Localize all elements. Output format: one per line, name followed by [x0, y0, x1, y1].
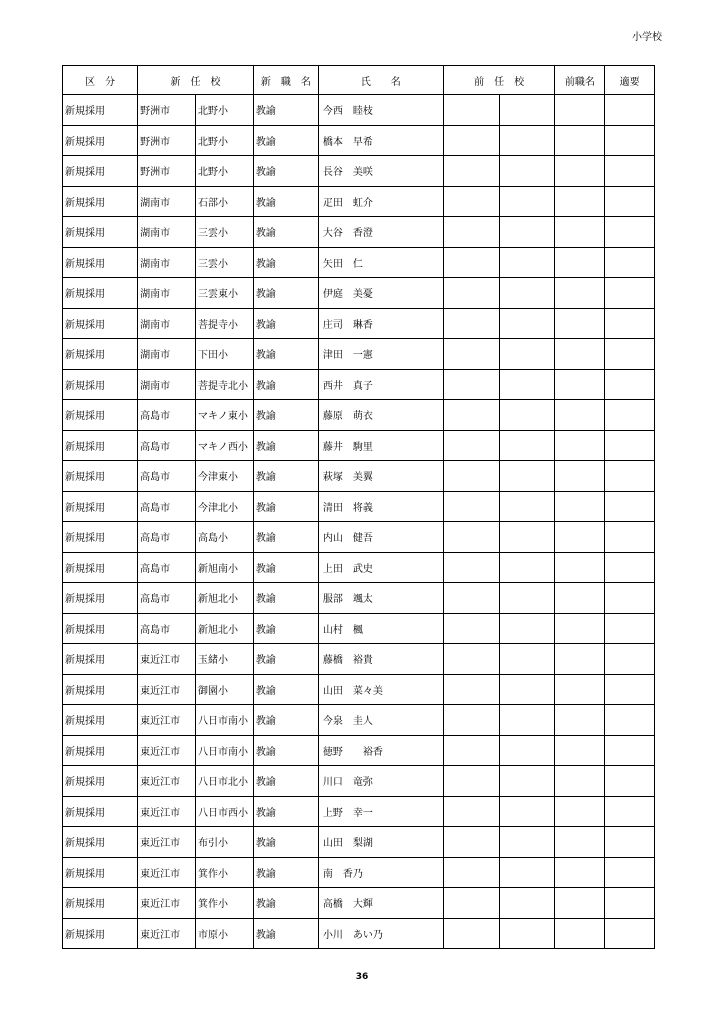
cell-remarks: [605, 308, 655, 339]
cell-school: 菩提寺北小: [196, 369, 254, 400]
cell-previous-city: [443, 278, 499, 309]
table-row: [63, 888, 655, 919]
cell-name: 内山 健吾: [318, 522, 443, 553]
cell-remarks: [605, 217, 655, 248]
cell-school: 高島小: [196, 522, 254, 553]
cell-school: 八日市南小: [196, 735, 254, 766]
cell-category: 新規採用: [63, 705, 138, 736]
cell-school: 下田小: [196, 339, 254, 370]
cell-previous-city: [443, 583, 499, 614]
cell-name: 山田 梨湖: [318, 827, 443, 858]
cell-previous-school: [499, 644, 555, 675]
cell-remarks: [605, 796, 655, 827]
cell-remarks: [605, 125, 655, 156]
table-row: [63, 278, 655, 309]
table-row: [63, 217, 655, 248]
cell-school: 新旭南小: [196, 552, 254, 583]
cell-previous-city: [443, 339, 499, 370]
cell-previous-city: [443, 400, 499, 431]
cell-previous-city: [443, 369, 499, 400]
cell-city: 東近江市: [138, 796, 196, 827]
cell-post: 教諭: [253, 339, 318, 370]
cell-name: 川口 竜弥: [318, 766, 443, 797]
cell-previous-city: [443, 857, 499, 888]
table-row: [63, 461, 655, 492]
cell-previous-city: [443, 644, 499, 675]
cell-city: 野洲市: [138, 95, 196, 126]
cell-post: 教諭: [253, 95, 318, 126]
cell-previous-post: [555, 430, 605, 461]
header-new-school: 新 任 校: [138, 66, 254, 95]
cell-remarks: [605, 491, 655, 522]
cell-category: 新規採用: [63, 461, 138, 492]
cell-category: 新規採用: [63, 125, 138, 156]
cell-city: 東近江市: [138, 827, 196, 858]
cell-post: 教諭: [253, 461, 318, 492]
table-row: [63, 125, 655, 156]
cell-previous-school: [499, 796, 555, 827]
cell-school: マキノ東小: [196, 400, 254, 431]
cell-name: 伊庭 美憂: [318, 278, 443, 309]
cell-city: 高島市: [138, 461, 196, 492]
table-row: [63, 918, 655, 949]
cell-previous-city: [443, 461, 499, 492]
school-type-label: 小学校: [632, 32, 662, 43]
cell-school: 八日市南小: [196, 705, 254, 736]
cell-previous-school: [499, 308, 555, 339]
cell-city: 湖南市: [138, 217, 196, 248]
cell-post: 教諭: [253, 735, 318, 766]
cell-category: 新規採用: [63, 613, 138, 644]
table-row: [63, 766, 655, 797]
cell-name: 津田 一憲: [318, 339, 443, 370]
cell-city: 東近江市: [138, 644, 196, 675]
cell-post: 教諭: [253, 522, 318, 553]
cell-name: 西井 真子: [318, 369, 443, 400]
cell-previous-school: [499, 125, 555, 156]
cell-category: 新規採用: [63, 857, 138, 888]
cell-remarks: [605, 156, 655, 187]
cell-remarks: [605, 278, 655, 309]
cell-previous-post: [555, 156, 605, 187]
cell-post: 教諭: [253, 613, 318, 644]
table-row: [63, 95, 655, 126]
cell-previous-post: [555, 247, 605, 278]
cell-category: 新規採用: [63, 308, 138, 339]
cell-post: 教諭: [253, 186, 318, 217]
cell-category: 新規採用: [63, 735, 138, 766]
cell-remarks: [605, 705, 655, 736]
cell-name: 萩塚 美翼: [318, 461, 443, 492]
cell-school: 北野小: [196, 95, 254, 126]
cell-name: 徳野 裕香: [318, 735, 443, 766]
cell-name: 高橋 大輝: [318, 888, 443, 919]
cell-category: 新規採用: [63, 674, 138, 705]
cell-previous-school: [499, 400, 555, 431]
cell-previous-school: [499, 918, 555, 949]
cell-previous-post: [555, 888, 605, 919]
cell-previous-school: [499, 217, 555, 248]
cell-school: 布引小: [196, 827, 254, 858]
cell-remarks: [605, 613, 655, 644]
cell-name: 山村 楓: [318, 613, 443, 644]
table-row: [63, 247, 655, 278]
cell-post: 教諭: [253, 430, 318, 461]
table-row: [63, 674, 655, 705]
cell-post: 教諭: [253, 125, 318, 156]
cell-city: 湖南市: [138, 308, 196, 339]
cell-previous-city: [443, 552, 499, 583]
cell-previous-city: [443, 796, 499, 827]
cell-previous-school: [499, 461, 555, 492]
cell-category: 新規採用: [63, 186, 138, 217]
cell-city: 高島市: [138, 430, 196, 461]
cell-school: 新旭北小: [196, 583, 254, 614]
header-previous-school: 前 任 校: [443, 66, 555, 95]
cell-post: 教諭: [253, 400, 318, 431]
cell-school: 今津北小: [196, 491, 254, 522]
cell-city: 東近江市: [138, 888, 196, 919]
cell-name: 南 香乃: [318, 857, 443, 888]
cell-category: 新規採用: [63, 247, 138, 278]
cell-previous-post: [555, 918, 605, 949]
cell-previous-school: [499, 552, 555, 583]
table-row: [63, 491, 655, 522]
cell-category: 新規採用: [63, 491, 138, 522]
cell-previous-school: [499, 491, 555, 522]
cell-category: 新規採用: [63, 644, 138, 675]
header-name: 氏 名: [318, 66, 443, 95]
cell-city: 湖南市: [138, 369, 196, 400]
cell-previous-school: [499, 247, 555, 278]
cell-previous-school: [499, 186, 555, 217]
cell-post: 教諭: [253, 918, 318, 949]
cell-post: 教諭: [253, 369, 318, 400]
cell-post: 教諭: [253, 888, 318, 919]
cell-remarks: [605, 552, 655, 583]
cell-post: 教諭: [253, 583, 318, 614]
cell-name: 山田 菜々美: [318, 674, 443, 705]
cell-name: 今泉 圭人: [318, 705, 443, 736]
cell-previous-post: [555, 308, 605, 339]
cell-previous-post: [555, 369, 605, 400]
cell-previous-post: [555, 461, 605, 492]
cell-post: 教諭: [253, 674, 318, 705]
table-header-row: [63, 66, 655, 95]
cell-previous-city: [443, 247, 499, 278]
cell-remarks: [605, 857, 655, 888]
cell-school: 今津東小: [196, 461, 254, 492]
cell-school: 玉緒小: [196, 644, 254, 675]
cell-school: マキノ西小: [196, 430, 254, 461]
cell-previous-post: [555, 278, 605, 309]
cell-category: 新規採用: [63, 888, 138, 919]
cell-name: 小川 あい乃: [318, 918, 443, 949]
cell-post: 教諭: [253, 766, 318, 797]
header-new-post: 新 職 名: [253, 66, 318, 95]
table-row: [63, 796, 655, 827]
cell-city: 高島市: [138, 522, 196, 553]
table-row: [63, 705, 655, 736]
cell-previous-school: [499, 766, 555, 797]
cell-remarks: [605, 674, 655, 705]
cell-school: 市原小: [196, 918, 254, 949]
cell-city: 高島市: [138, 613, 196, 644]
cell-previous-school: [499, 735, 555, 766]
cell-name: 上田 武史: [318, 552, 443, 583]
cell-previous-post: [555, 705, 605, 736]
cell-previous-post: [555, 186, 605, 217]
table-row: [63, 156, 655, 187]
cell-previous-city: [443, 766, 499, 797]
cell-previous-post: [555, 339, 605, 370]
table-row: [63, 308, 655, 339]
cell-previous-post: [555, 644, 605, 675]
cell-previous-city: [443, 888, 499, 919]
cell-previous-post: [555, 735, 605, 766]
cell-category: 新規採用: [63, 400, 138, 431]
cell-previous-post: [555, 674, 605, 705]
cell-category: 新規採用: [63, 827, 138, 858]
cell-post: 教諭: [253, 552, 318, 583]
cell-school: 箕作小: [196, 888, 254, 919]
cell-name: 藤橋 裕貴: [318, 644, 443, 675]
cell-category: 新規採用: [63, 583, 138, 614]
cell-name: 清田 将義: [318, 491, 443, 522]
cell-previous-school: [499, 278, 555, 309]
cell-remarks: [605, 583, 655, 614]
cell-previous-post: [555, 522, 605, 553]
cell-remarks: [605, 247, 655, 278]
cell-post: 教諭: [253, 796, 318, 827]
table-row: [63, 613, 655, 644]
cell-city: 湖南市: [138, 247, 196, 278]
cell-post: 教諭: [253, 308, 318, 339]
cell-remarks: [605, 400, 655, 431]
cell-city: 野洲市: [138, 156, 196, 187]
header-remarks: 適要: [605, 66, 655, 95]
cell-school: 御園小: [196, 674, 254, 705]
cell-previous-city: [443, 156, 499, 187]
table-row: [63, 430, 655, 461]
cell-previous-city: [443, 217, 499, 248]
page-number: 36: [355, 972, 369, 982]
cell-previous-city: [443, 613, 499, 644]
cell-previous-city: [443, 308, 499, 339]
cell-remarks: [605, 95, 655, 126]
cell-remarks: [605, 522, 655, 553]
cell-remarks: [605, 644, 655, 675]
cell-school: 三雲東小: [196, 278, 254, 309]
cell-city: 東近江市: [138, 766, 196, 797]
cell-previous-post: [555, 796, 605, 827]
cell-remarks: [605, 339, 655, 370]
cell-previous-school: [499, 857, 555, 888]
cell-remarks: [605, 735, 655, 766]
cell-city: 東近江市: [138, 918, 196, 949]
cell-previous-school: [499, 827, 555, 858]
cell-name: 矢田 仁: [318, 247, 443, 278]
cell-post: 教諭: [253, 705, 318, 736]
cell-name: 大谷 香澄: [318, 217, 443, 248]
cell-previous-school: [499, 369, 555, 400]
cell-city: 野洲市: [138, 125, 196, 156]
cell-category: 新規採用: [63, 796, 138, 827]
cell-category: 新規採用: [63, 278, 138, 309]
cell-previous-city: [443, 674, 499, 705]
cell-post: 教諭: [253, 156, 318, 187]
cell-post: 教諭: [253, 644, 318, 675]
cell-school: 北野小: [196, 125, 254, 156]
table-row: [63, 735, 655, 766]
table-row: [63, 552, 655, 583]
cell-remarks: [605, 827, 655, 858]
cell-previous-city: [443, 522, 499, 553]
cell-school: 北野小: [196, 156, 254, 187]
cell-previous-post: [555, 583, 605, 614]
table-row: [63, 369, 655, 400]
cell-name: 疋田 虹介: [318, 186, 443, 217]
cell-city: 高島市: [138, 583, 196, 614]
cell-previous-school: [499, 339, 555, 370]
cell-school: 三雲小: [196, 217, 254, 248]
cell-name: 長谷 美咲: [318, 156, 443, 187]
cell-previous-post: [555, 857, 605, 888]
cell-remarks: [605, 888, 655, 919]
cell-previous-post: [555, 552, 605, 583]
cell-post: 教諭: [253, 857, 318, 888]
cell-previous-school: [499, 674, 555, 705]
cell-category: 新規採用: [63, 369, 138, 400]
cell-remarks: [605, 430, 655, 461]
cell-category: 新規採用: [63, 552, 138, 583]
cell-remarks: [605, 186, 655, 217]
cell-school: 石部小: [196, 186, 254, 217]
cell-previous-school: [499, 705, 555, 736]
cell-city: 湖南市: [138, 339, 196, 370]
cell-city: 湖南市: [138, 186, 196, 217]
cell-category: 新規採用: [63, 339, 138, 370]
cell-category: 新規採用: [63, 766, 138, 797]
cell-category: 新規採用: [63, 522, 138, 553]
cell-city: 東近江市: [138, 857, 196, 888]
cell-remarks: [605, 369, 655, 400]
cell-previous-school: [499, 583, 555, 614]
header-previous-post: 前職名: [555, 66, 605, 95]
cell-previous-city: [443, 430, 499, 461]
cell-previous-post: [555, 491, 605, 522]
table-row: [63, 827, 655, 858]
cell-school: 箕作小: [196, 857, 254, 888]
cell-remarks: [605, 918, 655, 949]
cell-previous-post: [555, 125, 605, 156]
cell-previous-city: [443, 125, 499, 156]
cell-school: 三雲小: [196, 247, 254, 278]
cell-post: 教諭: [253, 278, 318, 309]
cell-category: 新規採用: [63, 430, 138, 461]
cell-previous-city: [443, 186, 499, 217]
cell-previous-post: [555, 613, 605, 644]
cell-school: 新旭北小: [196, 613, 254, 644]
cell-city: 東近江市: [138, 674, 196, 705]
cell-name: 橋本 早希: [318, 125, 443, 156]
header-category: 区 分: [63, 66, 138, 95]
cell-previous-school: [499, 613, 555, 644]
cell-previous-city: [443, 827, 499, 858]
cell-category: 新規採用: [63, 156, 138, 187]
table-row: [63, 339, 655, 370]
table-row: [63, 522, 655, 553]
cell-category: 新規採用: [63, 217, 138, 248]
cell-name: 藤原 萌衣: [318, 400, 443, 431]
cell-school: 菩提寺小: [196, 308, 254, 339]
cell-city: 東近江市: [138, 735, 196, 766]
cell-previous-city: [443, 95, 499, 126]
table-row: [63, 583, 655, 614]
cell-city: 東近江市: [138, 705, 196, 736]
cell-previous-school: [499, 522, 555, 553]
cell-school: 八日市北小: [196, 766, 254, 797]
cell-name: 庄司 琳香: [318, 308, 443, 339]
cell-remarks: [605, 461, 655, 492]
table-row: [63, 186, 655, 217]
cell-city: 高島市: [138, 400, 196, 431]
cell-previous-school: [499, 430, 555, 461]
cell-previous-city: [443, 491, 499, 522]
cell-post: 教諭: [253, 217, 318, 248]
cell-name: 服部 颯太: [318, 583, 443, 614]
cell-name: 藤井 駒里: [318, 430, 443, 461]
cell-previous-city: [443, 735, 499, 766]
cell-post: 教諭: [253, 491, 318, 522]
table-row: [63, 400, 655, 431]
cell-city: 高島市: [138, 491, 196, 522]
cell-previous-post: [555, 766, 605, 797]
cell-city: 高島市: [138, 552, 196, 583]
cell-city: 湖南市: [138, 278, 196, 309]
cell-category: 新規採用: [63, 918, 138, 949]
cell-previous-post: [555, 217, 605, 248]
table-body: [63, 95, 655, 949]
cell-school: 八日市西小: [196, 796, 254, 827]
table-row: [63, 644, 655, 675]
cell-name: 上野 幸一: [318, 796, 443, 827]
cell-post: 教諭: [253, 247, 318, 278]
cell-previous-city: [443, 705, 499, 736]
cell-remarks: [605, 766, 655, 797]
cell-previous-school: [499, 95, 555, 126]
cell-name: 今西 睦枝: [318, 95, 443, 126]
cell-post: 教諭: [253, 827, 318, 858]
personnel-table: [62, 65, 655, 949]
cell-previous-post: [555, 827, 605, 858]
cell-previous-post: [555, 400, 605, 431]
cell-previous-post: [555, 95, 605, 126]
cell-previous-school: [499, 156, 555, 187]
cell-previous-city: [443, 918, 499, 949]
cell-category: 新規採用: [63, 95, 138, 126]
cell-previous-school: [499, 888, 555, 919]
table-row: [63, 857, 655, 888]
